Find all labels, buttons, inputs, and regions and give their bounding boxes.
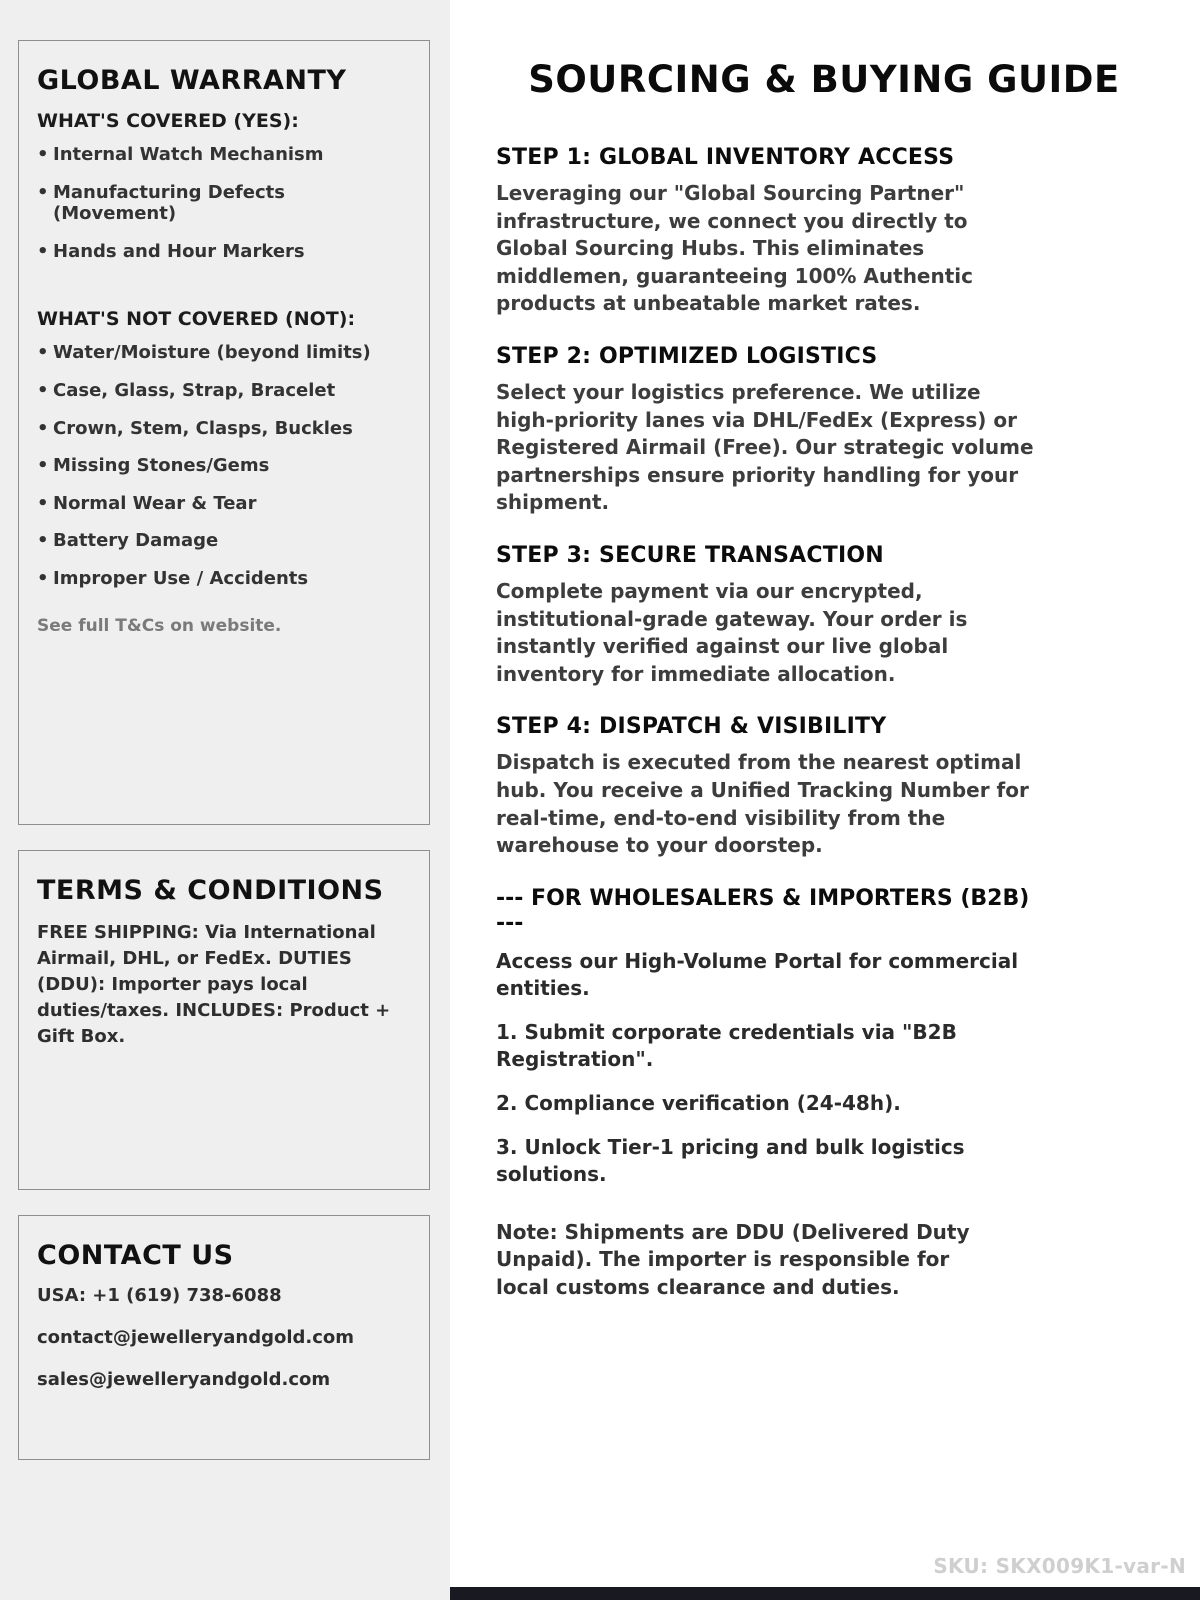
- b2b-step-3: 3. Unlock Tier-1 pricing and bulk logistics solutions.: [496, 1134, 965, 1187]
- b2b-section: [496, 886, 1041, 1302]
- b2b-note: Note: Shipments are DDU (Delivered Duty Unpaid). The importer is responsible for local customs clearance and duties.: [496, 1219, 970, 1300]
- step-3-section: [496, 543, 1041, 688]
- step-3-heading: STEP 3: SECURE TRANSACTION: [496, 542, 884, 568]
- list-item: • Normal Wear & Tear: [37, 493, 407, 515]
- step-4-section: [496, 714, 1041, 859]
- list-item: • Case, Glass, Strap, Bracelet: [37, 380, 407, 402]
- terms-box: [18, 850, 430, 1190]
- step-2-heading: STEP 2: OPTIMIZED LOGISTICS: [496, 343, 878, 369]
- contact-email: contact@jewelleryandgold.com: [37, 1327, 355, 1348]
- contact-sales-email: sales@jewelleryandgold.com: [37, 1369, 331, 1390]
- warranty-title: GLOBAL WARRANTY: [37, 65, 347, 96]
- step-4-heading: STEP 4: DISPATCH & VISIBILITY: [496, 714, 887, 740]
- sidebar: [0, 0, 450, 1600]
- covered-list: [37, 144, 407, 262]
- spacer: [37, 278, 407, 308]
- main-content: [450, 0, 1200, 1600]
- step-2-section: [496, 344, 1041, 517]
- contact-box: [18, 1215, 430, 1460]
- warranty-footnote: See full T&Cs on website.: [37, 615, 282, 636]
- step-2-body: Select your logistics preference. We utilize high-priority lanes via DHL/FedEx (Express) or Registered Airmail (Free). Our strategic volume partnerships ensure priority handling for your shipment.: [496, 379, 1034, 515]
- list-item: • Improper Use / Accidents: [37, 568, 407, 590]
- b2b-step-1: 1. Submit corporate credentials via "B2B Registration".: [496, 1019, 957, 1072]
- list-item: • Manufacturing Defects (Movement): [37, 182, 407, 225]
- step-3-body: Complete payment via our encrypted, institutional-grade gateway. Your order is instantly verified against our live global inventory for immediate allocation.: [496, 578, 968, 686]
- b2b-step-2: 2. Compliance verification (24-48h).: [496, 1091, 901, 1116]
- covered-heading: WHAT'S COVERED (YES):: [37, 110, 299, 132]
- page-title: SOURCING & BUYING GUIDE: [528, 58, 1120, 101]
- list-item: • Crown, Stem, Clasps, Buckles: [37, 418, 407, 440]
- step-1-body: Leveraging our "Global Sourcing Partner" infrastructure, we connect you directly to Global Sourcing Hubs. This eliminates middlemen, guaranteeing 100% Authentic products at unbeatable market rates.: [496, 181, 974, 316]
- not-covered-heading: WHAT'S NOT COVERED (NOT):: [37, 308, 356, 331]
- step-1-section: [496, 145, 1041, 318]
- list-item: • Missing Stones/Gems: [37, 455, 407, 477]
- list-item: • Water/Moisture (beyond limits): [37, 342, 407, 364]
- step-4-body: Dispatch is executed from the nearest optimal hub. You receive a Unified Tracking Number for real-time, end-to-end visibility from the warehouse to your doorstep.: [496, 750, 1029, 858]
- sku-label: SKU: SKX009K1-var-N: [933, 1554, 1186, 1578]
- contact-title: CONTACT US: [37, 1240, 234, 1271]
- footer-bar: [450, 1587, 1200, 1600]
- list-item: • Hands and Hour Markers: [37, 241, 407, 263]
- contact-phone: USA: +1 (619) 738-6088: [37, 1285, 282, 1306]
- list-item: • Battery Damage: [37, 530, 407, 552]
- terms-title: TERMS & CONDITIONS: [37, 875, 384, 906]
- list-item: • Internal Watch Mechanism: [37, 144, 407, 166]
- terms-body: FREE SHIPPING: Via International Airmail, DHL, or FedEx. DUTIES (DDU): Importer pays local duties/taxes. INCLUDES: Product + Gift Box.: [37, 922, 391, 1048]
- b2b-intro: Access our High-Volume Portal for commercial entities.: [496, 948, 1019, 1001]
- global-warranty-box: [18, 40, 430, 825]
- step-1-heading: STEP 1: GLOBAL INVENTORY ACCESS: [496, 145, 955, 170]
- b2b-heading: --- FOR WHOLESALERS & IMPORTERS (B2B) ---: [496, 885, 1030, 936]
- not-covered-list: [37, 342, 407, 589]
